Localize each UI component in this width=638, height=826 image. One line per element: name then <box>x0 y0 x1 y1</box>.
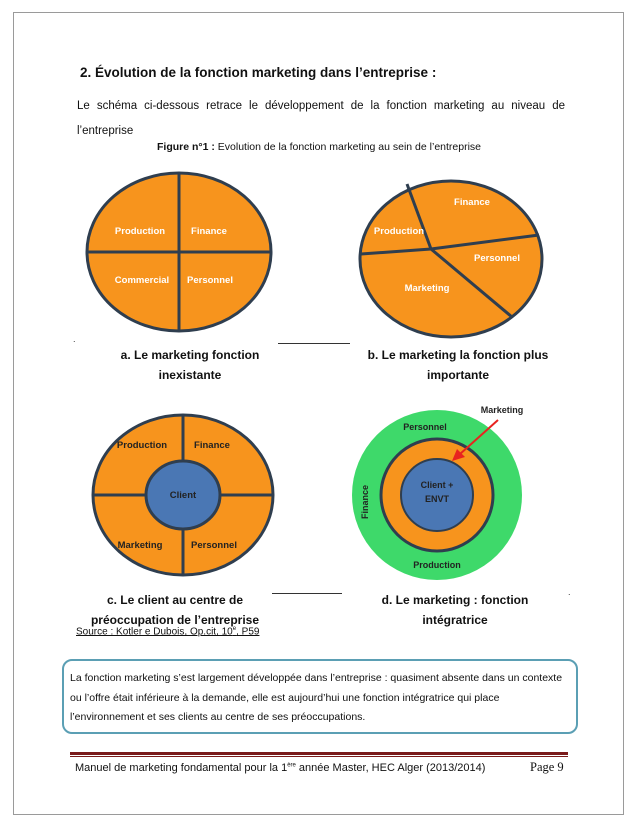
intro-paragraph: Le schéma ci-dessous retrace le développement de la fonction marketing au niveau de l’entreprise <box>77 100 565 137</box>
figure-source-text: Source : Kotler e Dubois, Op.cit, 10 <box>76 626 233 638</box>
separator-line-top <box>278 343 350 344</box>
diagram-c-label-production: Production <box>116 440 168 451</box>
footer-rule-thick <box>70 752 568 755</box>
section-title: 2. Évolution de la fonction marketing dans l’entreprise : <box>80 65 437 80</box>
footer-title-sup: ère <box>287 762 296 769</box>
diagram-a-caption-line1: a. Le marketing fonction <box>120 348 260 362</box>
diagram-c-center-label: Client <box>169 490 197 501</box>
diagram-d-label-production: Production <box>413 560 461 570</box>
diagram-a-label-commercial: Commercial <box>114 275 170 286</box>
diagram-a-label-personnel: Personnel <box>187 275 233 286</box>
stray-mark-right: . <box>568 587 571 597</box>
diagram-b-label-personnel: Personnel <box>474 253 520 264</box>
footer-title <box>75 762 485 774</box>
diagram-a-caption-line2: inexistante <box>158 368 222 382</box>
diagram-c-caption-line1: c. Le client au centre de <box>106 593 244 607</box>
diagram-d-arrow-label: Marketing <box>480 405 524 415</box>
diagram-c-label-finance: Finance <box>194 440 230 451</box>
stray-mark-left: . <box>73 334 76 344</box>
figure-source <box>76 626 259 637</box>
diagram-d-label-finance: Finance <box>360 484 370 520</box>
diagram-a <box>84 170 274 334</box>
figure-caption <box>0 141 638 153</box>
diagram-c-label-marketing: Marketing <box>117 540 163 551</box>
diagram-b-label-production: Production <box>373 226 425 237</box>
diagram-a-label-production: Production <box>114 226 166 237</box>
footer-title-end: année Master, HEC Alger (2013/2014) <box>295 762 486 774</box>
summary-text: La fonction marketing s’est largement développée dans l’entreprise : quasiment absente dans un contexte ou l’offre était inférieure à la demande, elle est aujourd’hui une fonction intégratrice qui place l’environnement et ses clients au centre de ses préoccupations. <box>70 672 563 723</box>
diagram-c-caption-line2: préoccupation de l’entreprise <box>90 613 260 627</box>
diagram-c-label-personnel: Personnel <box>191 540 237 551</box>
figure-caption-text: Evolution de la fonction marketing au sein de l’entreprise <box>214 141 482 153</box>
diagram-d-caption-line1: d. Le marketing : fonction <box>381 593 529 607</box>
figure-caption-label: Figure n°1 : <box>156 141 215 153</box>
separator-line-bottom <box>272 593 342 594</box>
figure-source-sup: e <box>232 626 237 632</box>
diagram-c <box>90 412 276 578</box>
diagram-b-caption-line2: importante <box>426 368 489 382</box>
page-number: Page 9 <box>530 760 564 774</box>
diagram-b-caption <box>358 345 558 385</box>
diagram-b-caption-line1: b. Le marketing la fonction plus <box>367 348 549 362</box>
footer-rule-thin <box>70 756 568 757</box>
diagram-a-caption <box>95 345 285 385</box>
figure-source-page: , P59 <box>236 626 260 638</box>
diagram-a-label-finance: Finance <box>191 226 227 237</box>
diagram-d-center-line1: Client + <box>420 480 454 490</box>
summary-box <box>62 659 578 734</box>
diagram-d-caption-line2: intégratrice <box>422 613 488 627</box>
diagram-d-label-personnel: Personnel <box>403 422 447 432</box>
diagram-b-label-marketing: Marketing <box>404 283 450 294</box>
diagram-d-caption <box>365 590 545 630</box>
diagram-d-center-line2: ENVT <box>424 494 450 504</box>
diagram-d <box>348 398 528 584</box>
footer-title-start: Manuel de marketing fondamental pour la 1 <box>75 762 288 774</box>
diagram-b <box>357 177 545 341</box>
diagram-c-caption <box>70 590 280 630</box>
diagram-b-label-finance: Finance <box>454 197 490 208</box>
